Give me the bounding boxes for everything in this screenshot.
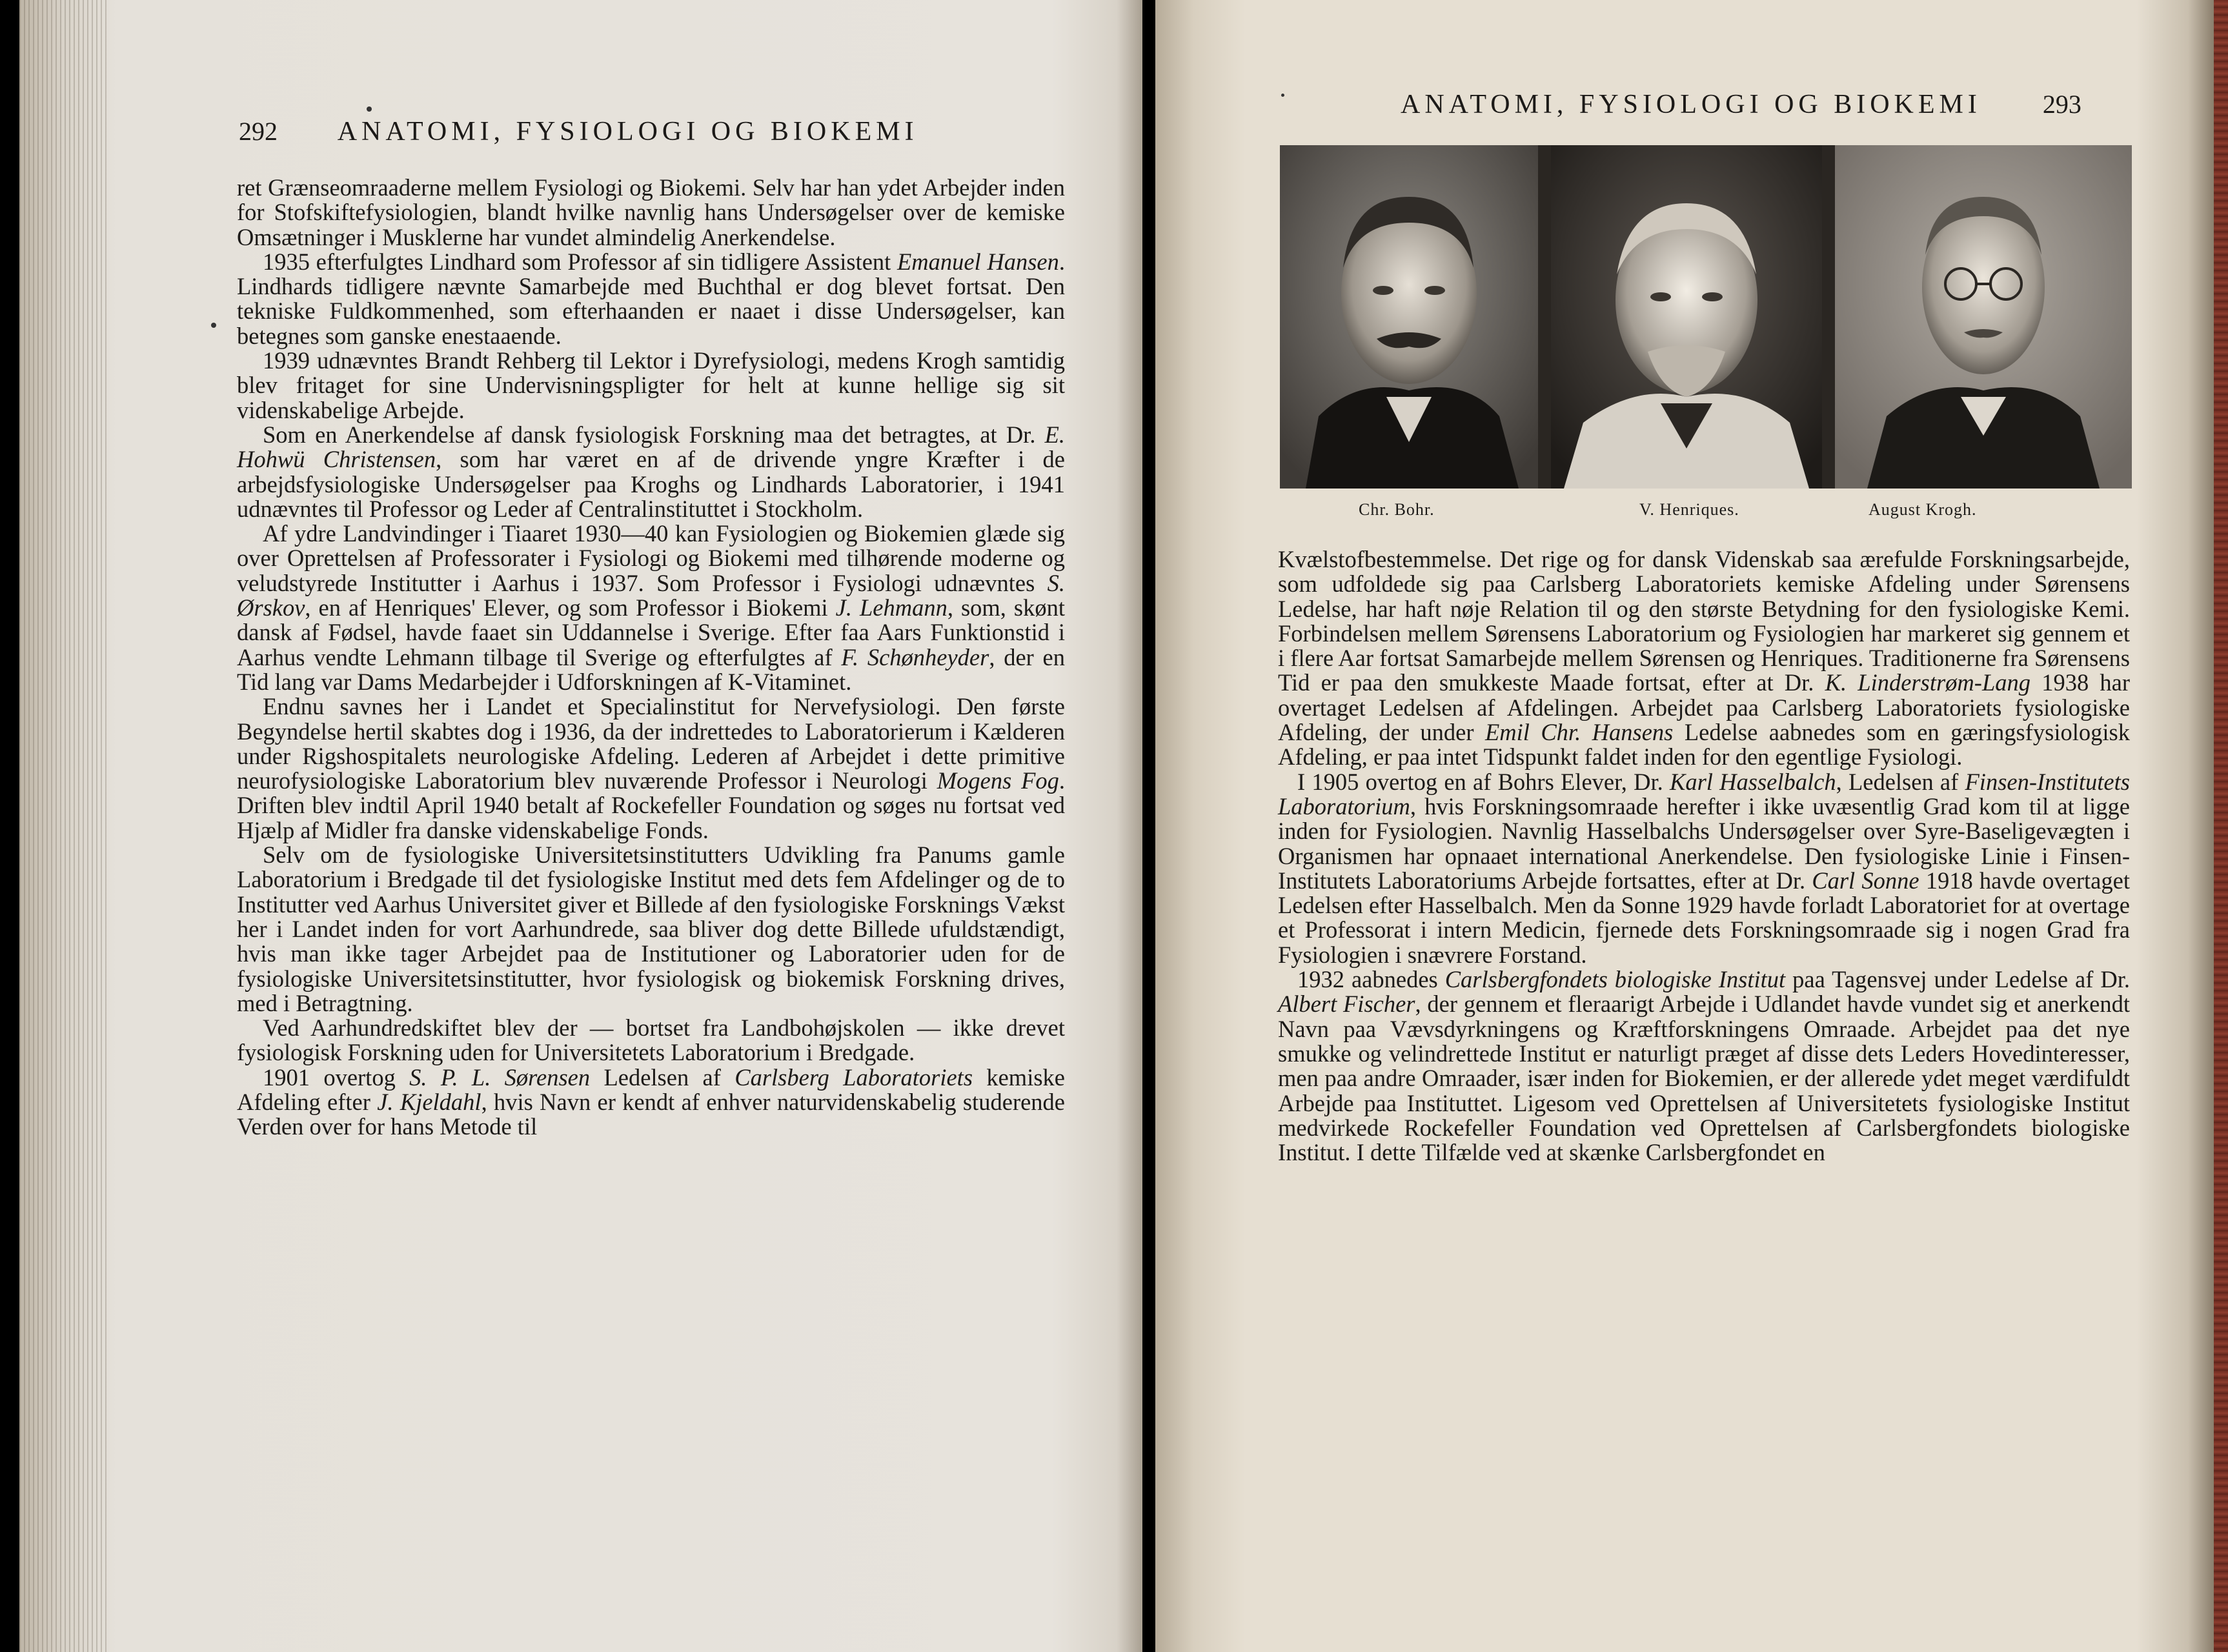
paragraph: 1932 aabnedes Carlsbergfondets biologiske Institut paa Tagensvej under Ledelse af Dr. Albert Fischer, der gennem et fleraarigt Arbejde i Udlandet havde vundet sig et anerkendt Navn paa Vævsdyrkningens og Kræftforskningens Omraade. Arbejdet paa det nye smukke og velindrettede Institut er naturligt præget af disse dets Leders Hovedinteresser, men paa andre Omraader, især inden for Biokemien, er der allerede ydet meget værdifuldt Arbejde paa Instituttet. Ligesom ved Oprettelsen af Universitetets fysiologiske Institut medvirkede Rockefeller Foundation ved Oprettelsen af Carlsbergfondets biologiske Institut. I dette Tilfælde ved at skænke Carlsbergfondet en xyxy=(1278,966,2130,1166)
paragraph: Som en Anerkendelse af dansk fysiologisk Forskning maa det betragtes, at Dr. E. Hohwü Christensen, som har været en af de drivende yngre Kræfter i de arbejdsfysiologiske Undersøgelser paa Kroghs og Lindhards Laboratorier, i 1941 udnævntes til Professor og Leder af Centralinstituttet i Stockholm. xyxy=(237,421,1065,522)
running-head-right: ANATOMI, FYSIOLOGI OG BIOKEMI xyxy=(1401,90,1981,119)
running-head-left: ANATOMI, FYSIOLOGI OG BIOKEMI xyxy=(337,117,918,146)
right-page xyxy=(1155,0,2228,1652)
paragraph: I 1905 overtog en af Bohrs Elever, Dr. Karl Hasselbalch, Ledelsen af Finsen-Institutets Laboratorium, hvis Forskningsomraade herefter i ikke uvæsentlig Grad kom til at ligge inden for Fysiologien. Navnlig Hasselbalchs Undersøgelser over Syre-Baseligevægten i Organismen har opnaaet international Anerkendelse. Den fysiologiske Linie i Finsen-Institutets Laboratoriums Arbejde fortsattes, efter at Dr. Carl Sonne 1918 havde overtaget Ledelsen efter Hasselbalch. Men da Sonne 1929 havde forladt Laboratoriet for at overtage et Professorat i intern Medicin, fjernede dets Forskningsomraade sig i nogen Grad fra Fysiologien i snævrere Forstand. xyxy=(1278,768,2130,968)
person-name: E. Hohwü Christensen xyxy=(237,421,1065,473)
paragraph: 1935 efterfulgtes Lindhard som Professor af sin tidligere Assistent Emanuel Hansen. Lindhards tidligere nævnte Samarbejde med Buchthal er dog blevet fortsat. Den tekniske Fuldkommenhed, som efterhaanden er naaet i disse Undersøgelser, kan betegnes som ganske enestaaende. xyxy=(237,248,1066,349)
paragraph: Af ydre Landvindinger i Tiaaret 1930—40 kan Fysiologien og Biokemien glæde sig over Oprettelsen af Professorater i Fysiologi og Biokemi med tilhørende moderne og veludstyrede Institutter i Aarhus i 1937. Som Professor i Fysiologi udnævntes S. Ørskov, en af Henriques' Elever, og som Professor i Biokemi J. Lehmann, som, skønt dansk af Fødsel, havde faaet sin Uddannelse i Sverige. Efter faa Aars Funktionstid i Aarhus vendte Lehmann tilbage til Sverige og efterfulgtes af F. Schønheyder, der en Tid lang var Dams Medarbejder i Udforskningen af K-Vitaminet. xyxy=(237,520,1065,695)
portrait-photographs xyxy=(1280,145,2132,489)
paragraph: Endnu savnes her i Landet et Specialinstitut for Nervefysiologi. Den første Begyndelse hertil skabtes dog i 1936, da der indrettedes to Laboratorierum i Kælderen under Rigshospitalets neurologiske Afdeling. Lederen af Arbejdet i dette primitive neurofysiologiske Laboratorium blev nuværende Professor i Neurologi Mogens Fog. Driften blev indtil April 1940 betalt af Rockefeller Foundation og søges nu fortsat ved Hjælp af Midler fra danske videnskabelige Fonds. xyxy=(237,693,1065,843)
page-number-left: 292 xyxy=(239,117,278,146)
margin-mark xyxy=(367,106,372,112)
paragraph: Selv om de fysiologiske Universitetsinstitutters Udvikling fra Panums gamle Laboratorium i Bredgade til det fysiologiske Institut med dets fem Afdelinger og de to Institutter ved Aarhus Universitet giver et Billede af den fysiologiske Forsknings Vækst her i Landet inden for vort Aarhundrede, saa bliver dog dette Billede ufuldstændigt, hvis man ikke tager Arbejdet paa de Institutioner og Laboratorier uden for de fysiologiske Universitetsinstitutter, hvor fysiologisk og biokemisk Forskning drives, med i Betragtning. xyxy=(237,841,1065,1016)
person-name: J. Kjeldahl xyxy=(377,1088,481,1115)
caption-august-krogh: August Krogh. xyxy=(1868,500,1977,519)
page-number-right: 293 xyxy=(2042,90,2081,119)
person-name: Carl Sonne xyxy=(1812,867,1919,894)
person-name: K. Linderstrøm-Lang xyxy=(1825,669,2031,696)
page-edges xyxy=(19,0,110,1652)
running-header-right xyxy=(1401,89,2081,120)
caption-chr-bohr: Chr. Bohr. xyxy=(1359,500,1435,519)
paragraph: ret Grænseomraaderne mellem Fysiologi og Biokemi. Selv har han ydet Arbejder inden for Stofskiftefysiologien, blandt hvilke navnlig hans Undersøgelser over de kemiske Omsætninger i Musklerne har vundet almindelig Anerkendelse. xyxy=(237,174,1065,250)
running-header-left xyxy=(239,116,918,147)
margin-mark xyxy=(211,323,216,328)
paragraph: 1901 overtog S. P. L. Sørensen Ledelsen af Carlsberg Laboratoriets kemiske Afdeling efter J. Kjeldahl, hvis Navn er kendt af enhver naturvidenskabelig studerende Verden over for hans Metode til xyxy=(237,1063,1065,1140)
person-name: Karl Hasselbalch xyxy=(1669,768,1836,795)
person-name: S. P. L. Sørensen xyxy=(409,1063,591,1091)
left-body-text xyxy=(237,176,1065,1140)
margin-mark xyxy=(1281,94,1284,97)
person-name: Albert Fischer xyxy=(1278,991,1415,1018)
person-name: J. Lehmann xyxy=(835,594,947,621)
person-name: S. Ørskov xyxy=(237,569,1065,621)
paragraph: Ved Aarhundredskiftet blev der — bortset fra Landbohøjskolen — ikke drevet fysiologisk Forskning uden for Universitetets Laboratorium i Bredgade. xyxy=(237,1014,1065,1066)
portrait-v-henriques xyxy=(1551,145,1822,489)
left-page xyxy=(19,0,1142,1652)
caption-v-henriques: V. Henriques. xyxy=(1639,500,1739,519)
person-name: Emil Chr. Hansens xyxy=(1484,719,1674,746)
person-name: Mogens Fog xyxy=(937,767,1059,794)
right-body-text xyxy=(1278,547,2130,1165)
person-name: F. Schønheyder xyxy=(841,643,989,670)
institution-name: Finsen-Institutets Laboratorium xyxy=(1278,768,2130,820)
institution-name: Carlsberg Laboratoriets xyxy=(734,1063,973,1091)
portrait-chr-bohr xyxy=(1280,145,1538,489)
paragraph: 1939 udnævntes Brandt Rehberg til Lektor i Dyrefysiologi, medens Krogh samtidig blev fritaget for sine Undervisningspligter for helt at kunne hellige sig sit videnskabelige Arbejde. xyxy=(237,347,1065,423)
portrait-august-krogh xyxy=(1835,145,2132,489)
paragraph: Kvælstofbestemmelse. Det rige og for dansk Videnskab saa ærefulde Forskningsarbejde, som udfoldede sig paa Carlsberg Laboratoriets kemiske Afdeling under Sørensens Ledelse, har haft nøje Relation til og den største Betydning for den fysiologiske Kemi. Forbindelsen mellem Sørensens Laboratorium og Fysiologien har markeret sig gennem et i flere Aar fortsat Samarbejde mellem Sørensen og Henriques. Traditionerne fra Sørensens Tid er paa den smukkeste Maade fortsat, efter at Dr. K. Linderstrøm-Lang 1938 har overtaget Ledelsen af Afdelingen. Arbejdet paa Carlsberg Laboratoriets fysiologiske Afdeling, der under Emil Chr. Hansens Ledelse aabnedes som en gæringsfysiologisk Afdeling, er paa intet Tidspunkt faldet inden for den egentlige Fysiologi. xyxy=(1278,546,2130,771)
book-edge xyxy=(2214,0,2228,1652)
person-name: Emanuel Hansen xyxy=(896,248,1059,275)
institution-name: Carlsbergfondets biologiske Institut xyxy=(1444,966,1786,993)
